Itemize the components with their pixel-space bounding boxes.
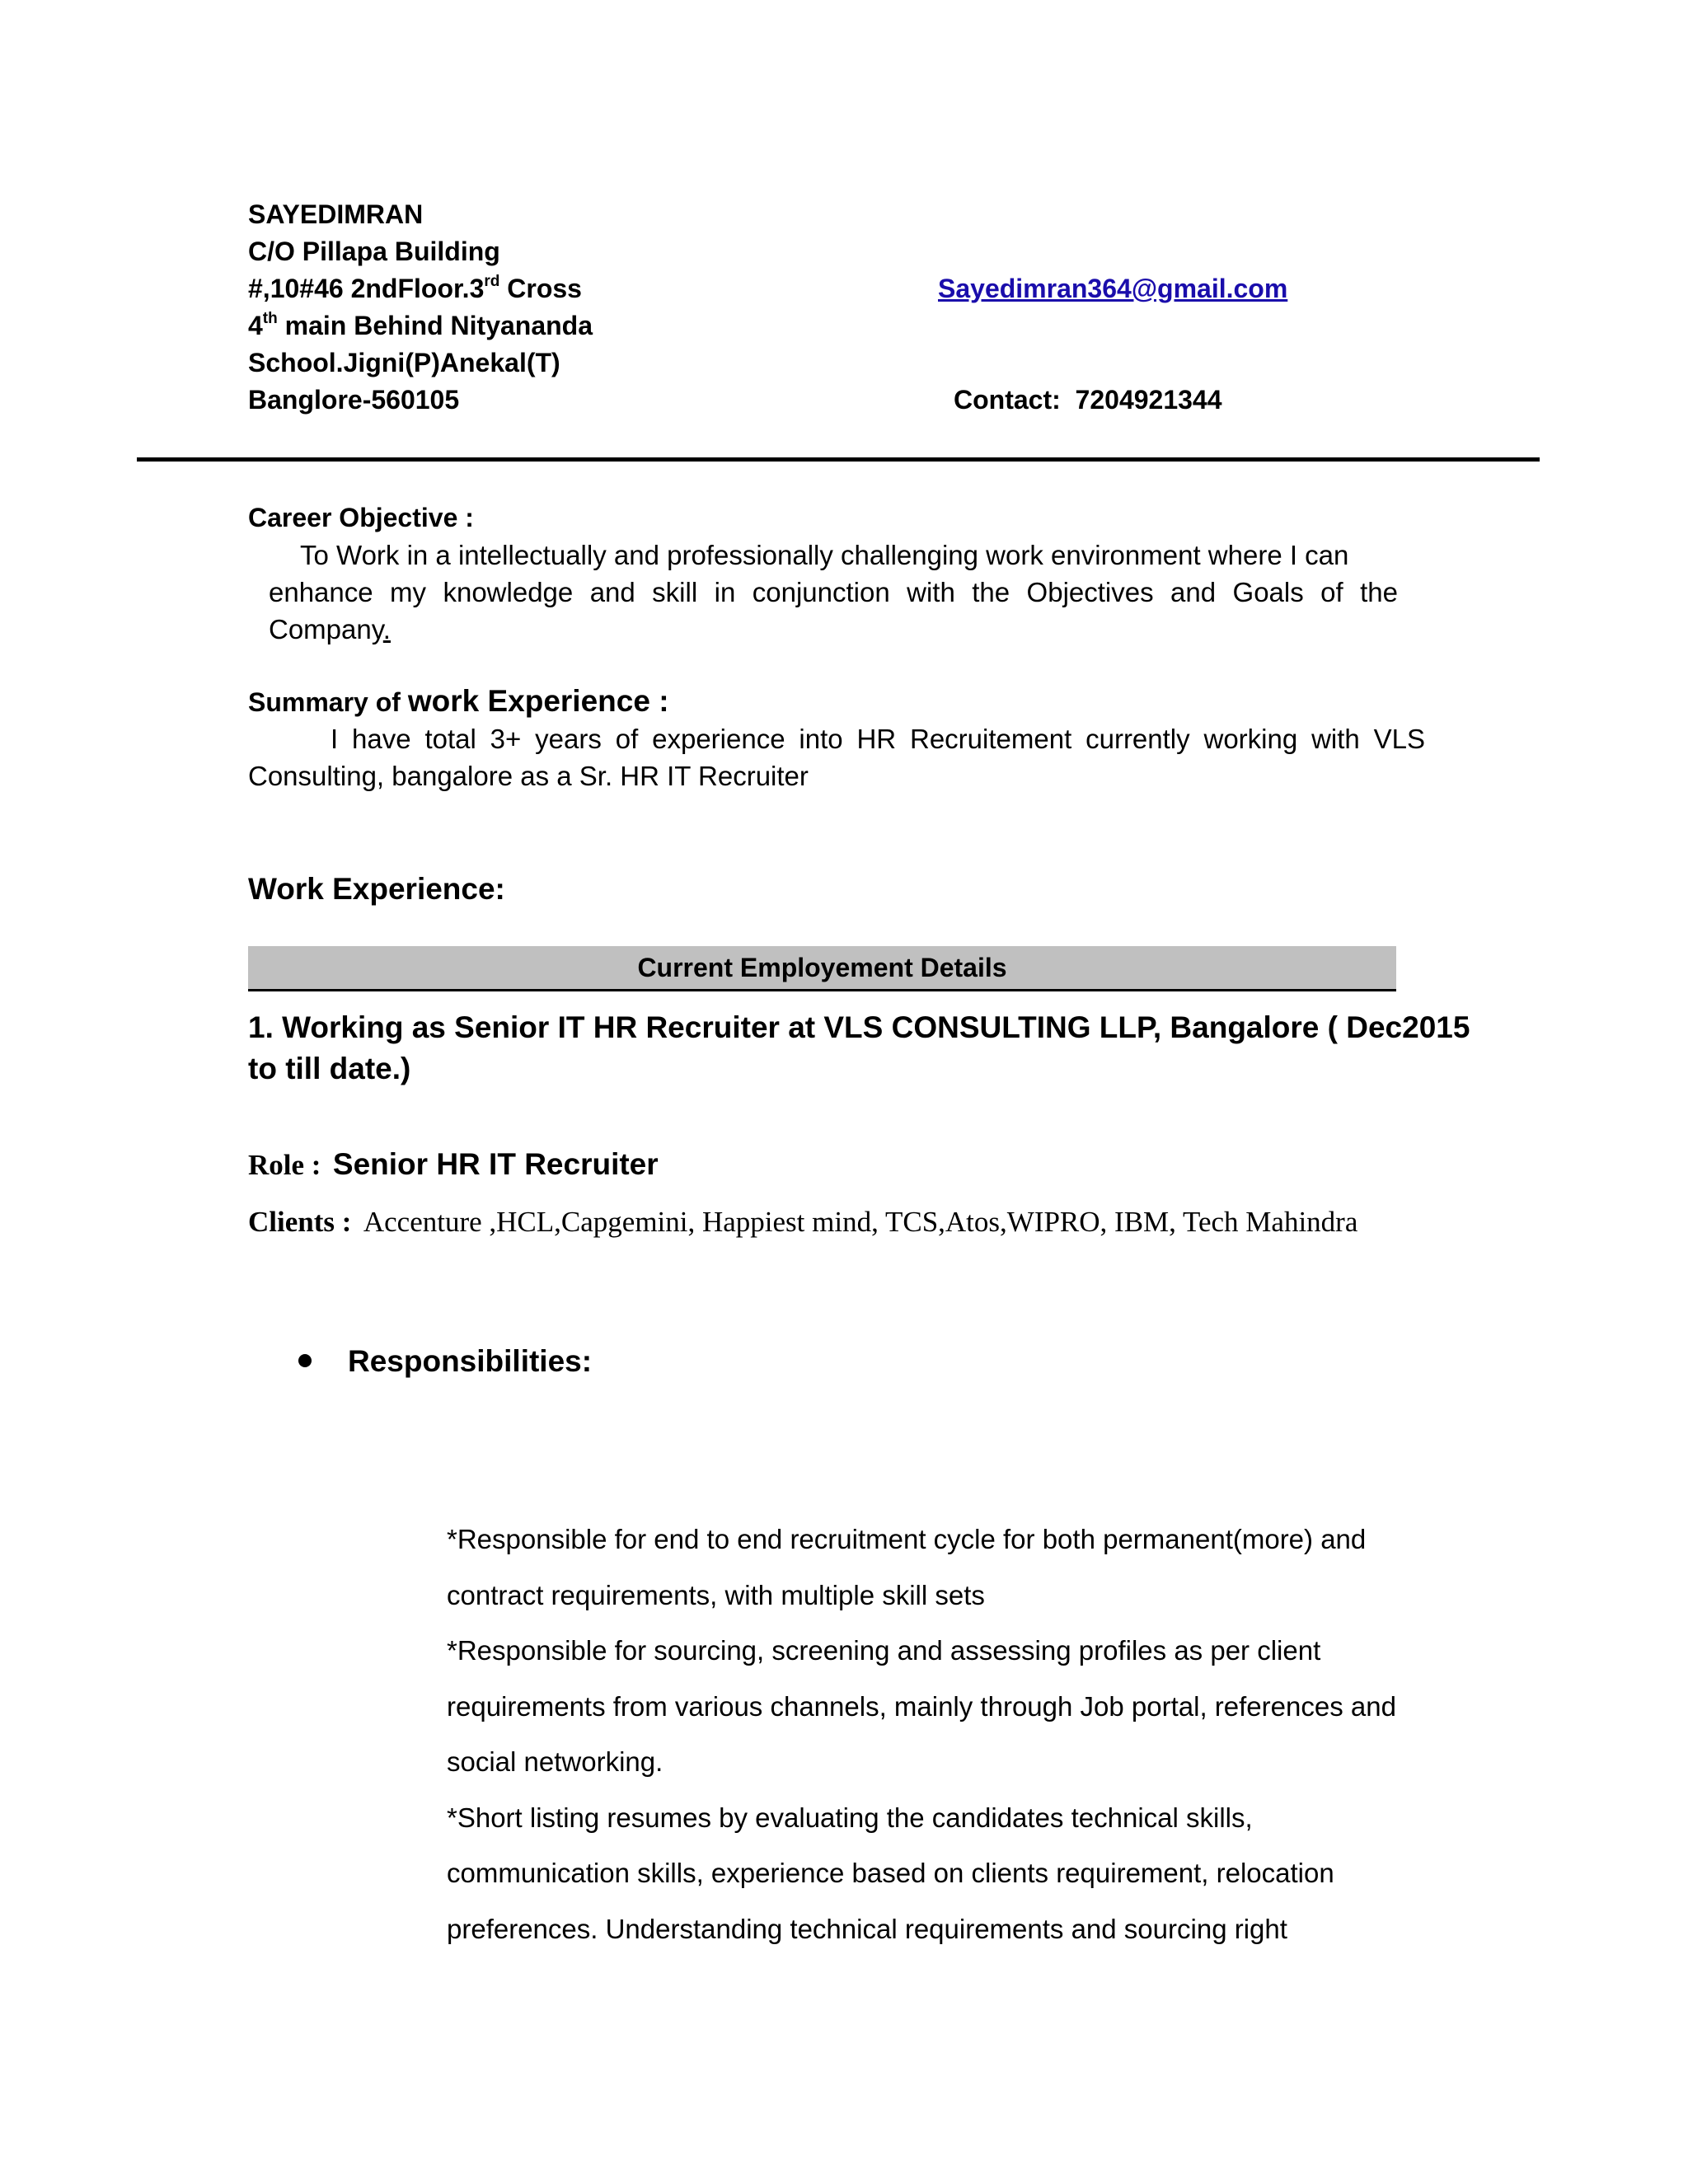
responsibility-line: social networking. xyxy=(447,1746,663,1777)
responsibility-line: contract requirements, with multiple skill sets xyxy=(447,1579,985,1610)
address-line: C/O Pillapa Building xyxy=(248,237,500,266)
responsibility-line: *Responsible for sourcing, screening and assessing profiles as per client xyxy=(447,1635,1321,1666)
responsibility-line: preferences. Understanding technical requirements and sourcing right xyxy=(447,1913,1287,1944)
email-container xyxy=(938,270,1287,312)
candidate-name: SAYEDIMRAN xyxy=(248,199,424,229)
work-experience-title: Work Experience: xyxy=(248,872,505,906)
clients-value: Accenture ,HCL,Capgemini, Happiest mind, TCS,Atos,WIPRO, IBM, Tech Mahindra xyxy=(363,1206,1358,1238)
header-divider xyxy=(137,457,1540,462)
clients-line xyxy=(248,1202,1357,1249)
bullet-icon xyxy=(298,1354,312,1367)
email-link[interactable]: Sayedimran364@gmail.com xyxy=(938,274,1288,303)
objective-line: To Work in a intellectually and professionally challenging work environment where I can xyxy=(300,540,1349,570)
address-line: Banglore-560105 xyxy=(248,385,460,415)
objective-line: enhance my knowledge and skill in conjunction with the Objectives and Goals of the xyxy=(269,577,1398,607)
role-value: Senior HR IT Recruiter xyxy=(332,1147,659,1181)
responsibility-line: *Short listing resumes by evaluating the candidates technical skills, xyxy=(447,1802,1253,1833)
role-line xyxy=(248,1144,659,1192)
band-label: Current Employement Details xyxy=(637,952,1007,982)
clients-label: Clients : xyxy=(248,1206,352,1238)
address-line: School.Jigni(P)Anekal(T) xyxy=(248,348,560,377)
job-title-line: 1. Working as Senior IT HR Recruiter at VLS CONSULTING LLP, Bangalore ( Dec2015 xyxy=(248,1010,1470,1044)
contact-number: Contact: 7204921344 xyxy=(954,385,1222,415)
responsibilities-title: Responsibilities: xyxy=(348,1344,593,1378)
responsibility-line: *Responsible for end to end recruitment cycle for both permanent(more) and xyxy=(447,1524,1367,1554)
role-label: Role : xyxy=(248,1149,321,1181)
objective-line: Company. xyxy=(269,614,391,644)
summary-line: Consulting, bangalore as a Sr. HR IT Recruiter xyxy=(248,761,809,791)
responsibility-line: communication skills, experience based on clients requirement, relocation xyxy=(447,1858,1334,1888)
contact-block xyxy=(248,196,593,419)
job-title-line: to till date.) xyxy=(248,1052,411,1085)
responsibility-line: requirements from various channels, mainly through Job portal, references and xyxy=(447,1690,1396,1722)
summary-title: Summary of work Experience : xyxy=(248,684,669,718)
responsibilities-list xyxy=(447,1511,1396,1957)
summary-line: I have total 3+ years of experience into HR Recruitement currently working with VLS xyxy=(331,724,1425,754)
career-objective-title: Career Objective : xyxy=(248,503,474,532)
current-employment-band xyxy=(248,946,1396,991)
address-line: 4th main Behind Nityananda xyxy=(248,310,593,340)
address-line: #,10#46 2ndFloor.3rd Cross xyxy=(248,273,582,303)
